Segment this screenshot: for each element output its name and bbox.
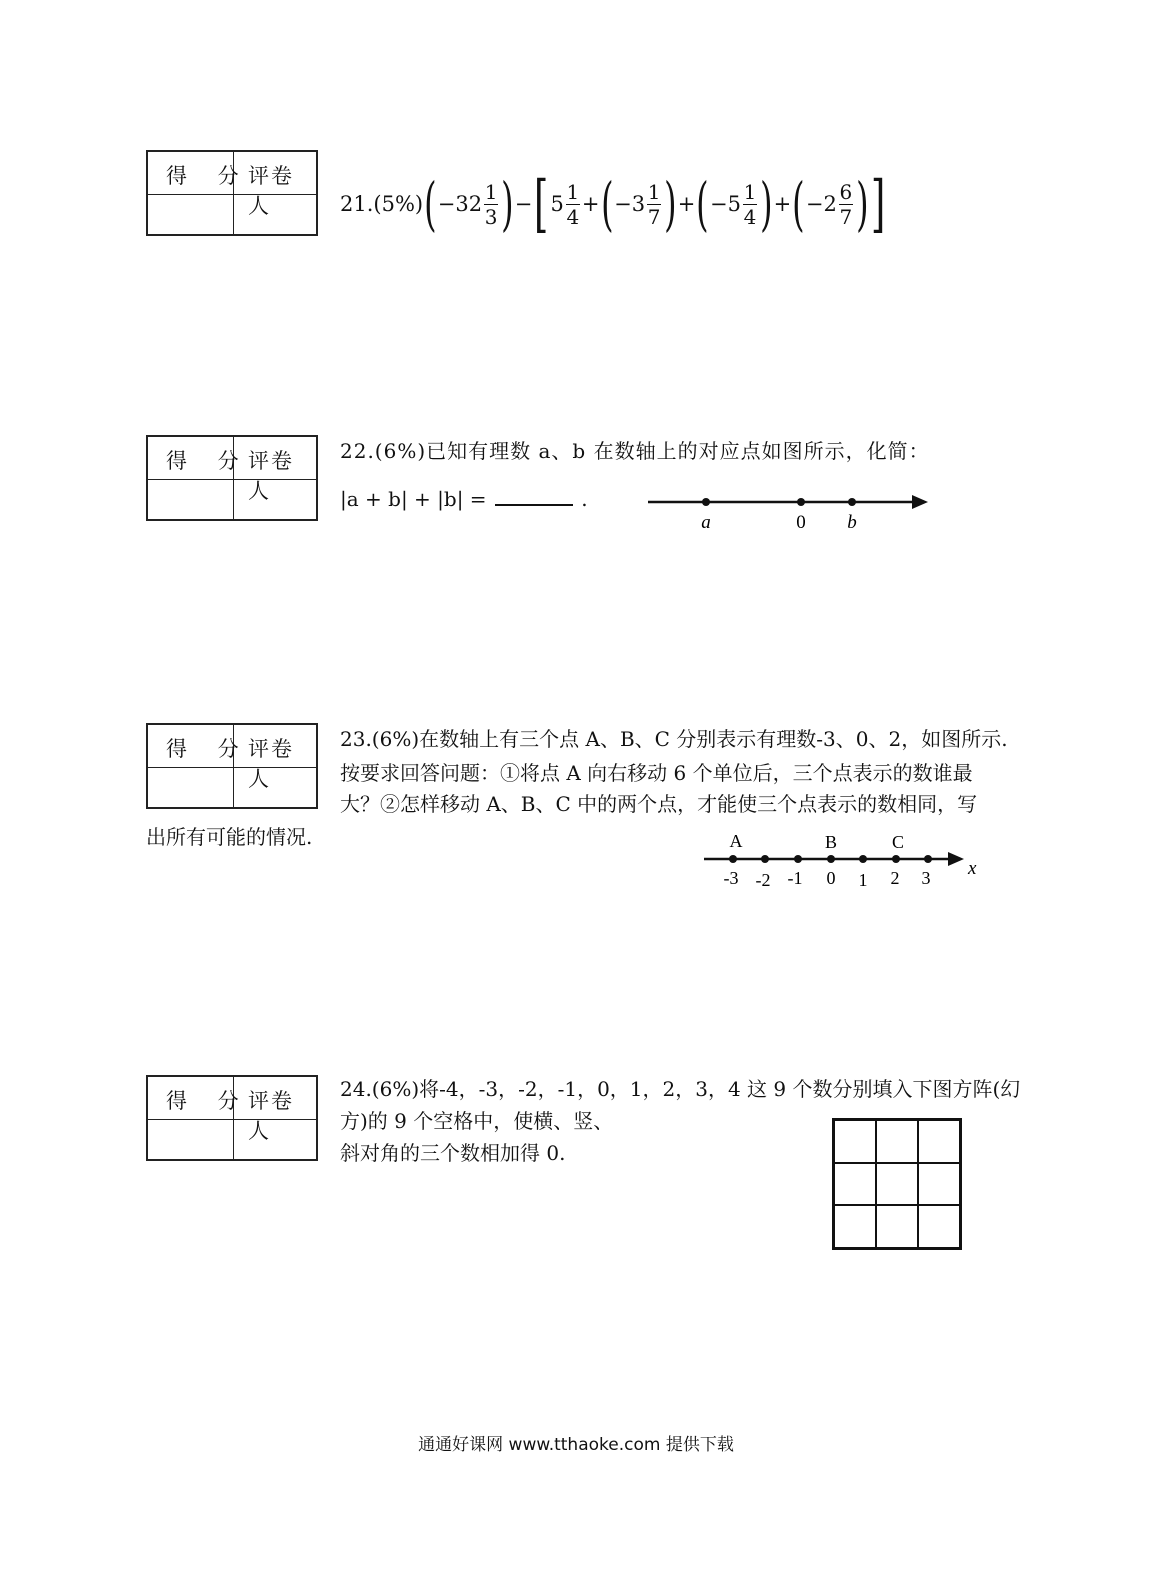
minus-sign: −: [514, 192, 533, 216]
grader-label: 评卷人: [248, 1089, 294, 1143]
paren-open: (: [600, 170, 614, 238]
paren-open: (: [696, 170, 709, 238]
q23-line1: 23.(6%)在数轴上有三个点 A、B、C 分别表示有理数-3、0、2，如图所示.: [340, 727, 1008, 751]
q22-number-line: [640, 490, 940, 540]
score-table-q21: [146, 150, 318, 236]
q24-line2: 方)的 9 个空格中，使横、竖、: [340, 1109, 614, 1133]
arrow-icon: [948, 852, 964, 866]
q21-term5-whole: −2: [805, 192, 837, 216]
tick-label: 2: [890, 868, 900, 888]
q21-term4-fraction: $\frac{1}{4}$: [743, 179, 757, 229]
q24-line1: 24.(6%)将-4，-3，-2，-1，0，1，2，3，4 这 9 个数分别填入下图方阵(幻: [340, 1077, 1021, 1101]
point-label-a: A: [729, 831, 743, 851]
q22-expr-left: |a + b| + |b| =: [340, 487, 487, 511]
tick-point: [892, 855, 900, 863]
arrow-icon: [912, 495, 928, 509]
tick-point: [827, 855, 835, 863]
tick-label: -2: [755, 870, 771, 888]
grid-cell: [918, 1163, 960, 1206]
paren-open: (: [792, 170, 805, 238]
tick-label: -3: [723, 868, 739, 888]
point-b: [848, 498, 856, 506]
tick-point: [729, 855, 737, 863]
q23-number-line: [700, 828, 990, 888]
plus-sign: +: [773, 192, 792, 216]
tick-point: [761, 855, 769, 863]
q21-term2-whole: 5: [550, 192, 564, 216]
q21-prefix: 21.(5%): [340, 192, 424, 216]
score-table-q22: [146, 435, 318, 521]
grid-cell: [918, 1205, 960, 1248]
grid-cell: [876, 1120, 918, 1163]
q21-term5-fraction: $\frac{6}{7}$: [839, 179, 853, 229]
q21-term1-fraction: $\frac{1}{3}$: [484, 179, 498, 229]
grid-cell: [834, 1163, 876, 1206]
tick-label: 1: [858, 870, 868, 888]
q21-term2-fraction: $\frac{1}{4}$: [566, 179, 580, 229]
label-b: b: [847, 512, 857, 533]
q22-expr-end: .: [581, 487, 588, 511]
q23-line2: 按要求回答问题：①将点 A 向右移动 6 个单位后，三个点表示的数谁最: [340, 761, 973, 785]
grader-label: 评卷人: [248, 737, 294, 791]
q23-line4: 出所有可能的情况.: [146, 825, 313, 849]
magic-square-grid: [832, 1118, 962, 1250]
q21-term1-whole: −32: [437, 192, 483, 216]
tick-point: [794, 855, 802, 863]
plus-sign: +: [677, 192, 696, 216]
paren-close: ): [760, 170, 773, 238]
score-table-q24: [146, 1075, 318, 1161]
paren-close: ): [855, 170, 869, 238]
tick-point: [924, 855, 932, 863]
point-a: [702, 498, 710, 506]
axis-label-x: x: [968, 858, 977, 879]
point-zero: [797, 498, 805, 506]
score-label: 得 分: [166, 1089, 251, 1113]
score-label: 得 分: [166, 449, 251, 473]
point-label-c: C: [891, 832, 905, 852]
q24-line3: 斜对角的三个数相加得 0.: [340, 1141, 566, 1165]
paren-close: ): [664, 170, 677, 238]
tick-label: -1: [787, 868, 803, 888]
question-21: [340, 167, 888, 240]
score-label: 得 分: [166, 164, 251, 188]
paren-close: ): [501, 170, 514, 238]
bracket-open: [: [534, 167, 549, 240]
q22-expression: [340, 482, 588, 516]
score-table-q23: [146, 723, 318, 809]
footer-credit: 通通好课网 www.tthaoke.com 提供下载: [418, 1435, 734, 1455]
plus-sign: +: [581, 192, 600, 216]
tick-label: 3: [921, 868, 931, 888]
q22-line1: 22.(6%)已知有理数 a、b 在数轴上的对应点如图所示，化简：: [340, 439, 930, 463]
grid-cell: [918, 1120, 960, 1163]
grid-cell: [834, 1205, 876, 1248]
tick-point: [859, 855, 867, 863]
score-label: 得 分: [166, 737, 251, 761]
grid-cell: [876, 1205, 918, 1248]
grader-label: 评卷人: [248, 449, 294, 503]
answer-blank: [495, 484, 573, 506]
q21-term3-fraction: $\frac{1}{7}$: [647, 179, 661, 229]
bracket-close: ]: [871, 167, 886, 240]
paren-open: (: [424, 170, 437, 238]
label-zero: 0: [796, 512, 806, 533]
label-a: a: [701, 512, 711, 533]
grid-cell: [834, 1120, 876, 1163]
tick-label: 0: [826, 868, 836, 888]
grader-label: 评卷人: [248, 164, 294, 218]
q21-term4-whole: −5: [710, 192, 741, 216]
point-label-b: B: [824, 832, 838, 852]
grid-cell: [876, 1163, 918, 1206]
q21-term3-whole: −3: [614, 192, 646, 216]
q23-line3: 大？②怎样移动 A、B、C 中的两个点，才能使三个点表示的数相同，写: [340, 792, 978, 816]
